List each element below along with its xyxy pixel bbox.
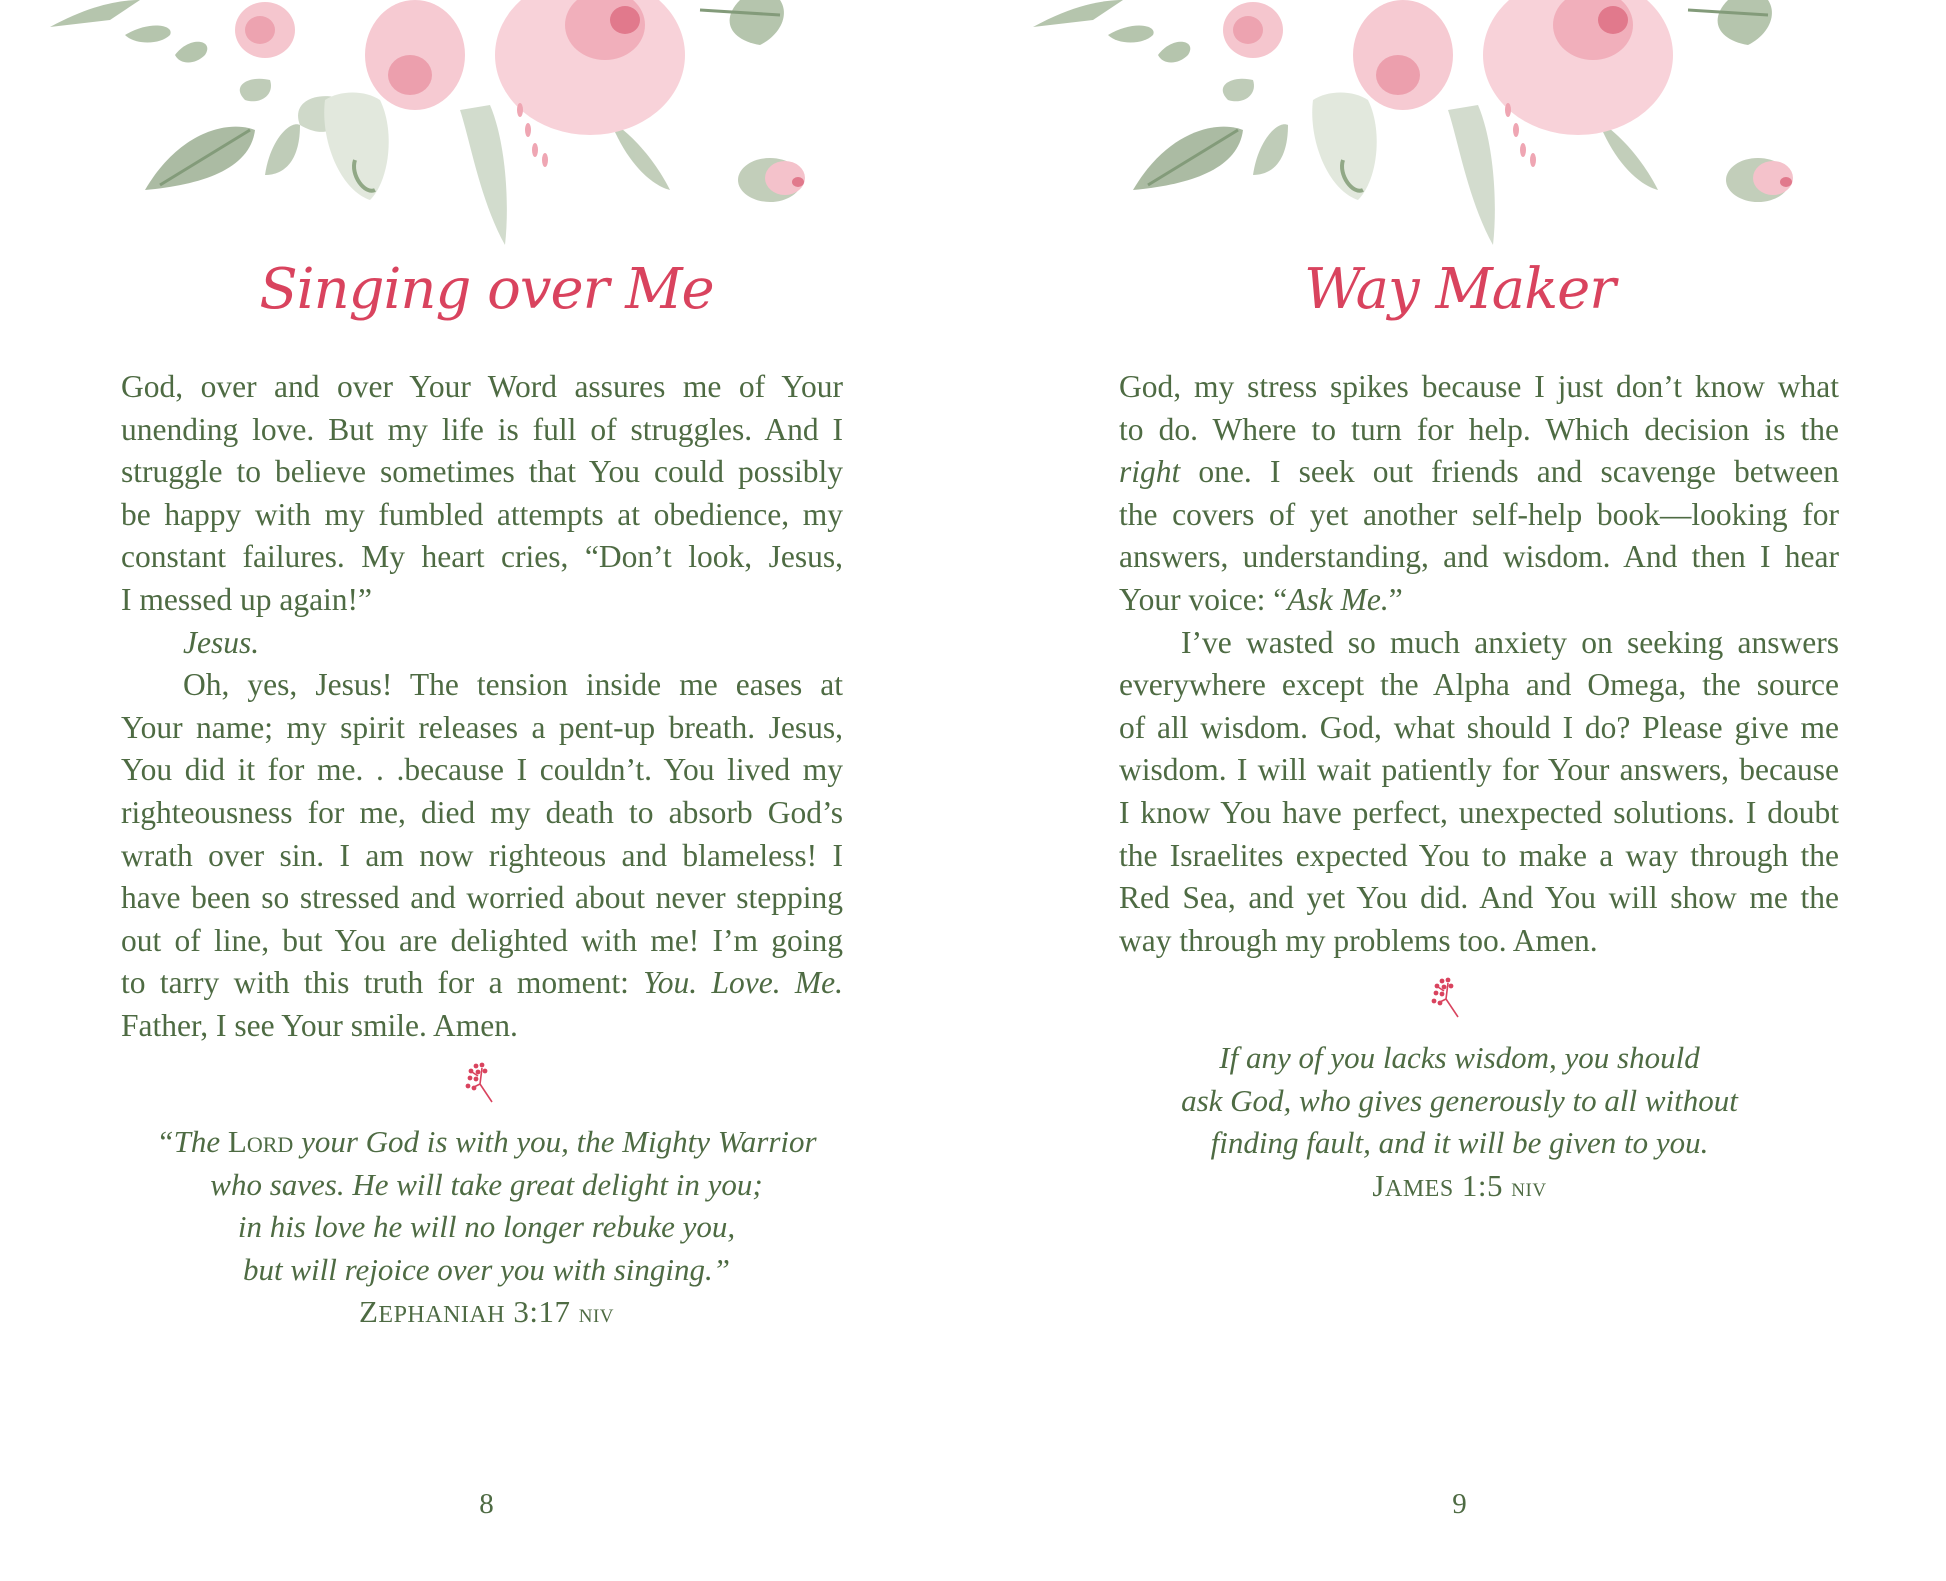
ref-book: AMES: [1384, 1175, 1454, 1202]
page-number: 9: [1452, 1488, 1467, 1520]
quote-text: “The: [156, 1124, 228, 1159]
ref-version: niv: [1511, 1171, 1547, 1202]
body-line: Oh, yes, Jesus! The tension inside me eases at: [183, 667, 843, 703]
quote-line: If any of you lacks wisdom, you should: [1219, 1040, 1700, 1075]
body-line-italic: [121, 622, 843, 665]
body-line: You did it for me. . .because I couldn’t. You lived my: [121, 752, 843, 788]
prayer-body: [1119, 366, 1839, 962]
body-line: to do. Where to turn for help. Which decision is the: [1119, 411, 1839, 447]
body-line: righteousness for me, died my death to absorb God’s: [121, 794, 843, 830]
scripture-quote: [973, 1037, 1946, 1210]
ref-verse: 1:5: [1453, 1167, 1512, 1203]
scripture-reference: [0, 1291, 973, 1337]
body-line: Red Sea, and yet You did. And You will show me the: [1119, 880, 1839, 916]
body-line: unending love. But my life is full of struggles. And I: [121, 411, 843, 447]
ref-version: niv: [578, 1298, 614, 1328]
page-title: Way Maker: [1303, 257, 1616, 322]
body-line: answers, understanding, and wisdom. And then I hear: [1119, 539, 1839, 575]
floral-decoration-left: [0, 0, 973, 250]
italic-jesus: Jesus.: [183, 624, 260, 660]
ref-verse: 3:17: [505, 1294, 579, 1329]
quote-line: but will rejoice over you with singing.”: [242, 1251, 731, 1287]
body-line: the Israelites expected You to make a way through the: [1119, 837, 1839, 873]
quote-line: finding fault, and it will be given to you.: [1210, 1125, 1709, 1160]
lord-initial: L: [227, 1124, 247, 1159]
body-line: Your name; my spirit releases a pent-up breath. Jesus,: [121, 709, 843, 745]
body-line: [1119, 451, 1839, 494]
floral-decoration-right: [973, 0, 1946, 250]
body-line: way through my problems too. Amen.: [1119, 922, 1598, 958]
body-line: the covers of yet another self-help book—looking for: [1119, 496, 1839, 532]
body-line: struggle to believe sometimes that You could possibly: [121, 454, 843, 490]
prayer-body: [121, 366, 843, 1048]
italic-emphasis: You. Love. Me.: [643, 965, 843, 1001]
body-line: out of line, but You are delighted with me! I’m going: [121, 922, 843, 958]
body-text: to tarry with this truth for a moment:: [121, 965, 644, 1001]
quote-line: ask God, who gives generously to all without: [1181, 1082, 1738, 1118]
berry-sprig-icon: [462, 1062, 502, 1106]
body-line: I messed up again!”: [121, 581, 373, 617]
italic-emphasis: right: [1119, 454, 1181, 490]
body-line: [1119, 579, 1839, 622]
right-page: [973, 0, 1946, 1581]
body-line: wrath over sin. I am now righteous and blameless! I: [121, 837, 843, 873]
lord-small-caps: ord: [246, 1124, 294, 1159]
body-text: Your voice: “: [1119, 581, 1288, 617]
quote-line: who saves. He will take great delight in you;: [210, 1166, 763, 1202]
ref-book: EPHANIAH: [378, 1302, 506, 1328]
body-text: one. I seek out friends and scavenge between: [1180, 454, 1839, 490]
page-title: Singing over Me: [259, 257, 714, 322]
scripture-reference: [973, 1165, 1946, 1211]
ref-initial: J: [1372, 1167, 1385, 1203]
body-line: I’ve wasted so much anxiety on seeking answers: [1181, 624, 1839, 660]
quote-line: [0, 1121, 973, 1164]
body-line: wisdom. I will wait patiently for Your answers, because: [1119, 752, 1839, 788]
body-line: God, over and over Your Word assures me of Your: [121, 369, 843, 404]
body-line: be happy with my fumbled attempts at obedience, my: [121, 496, 843, 532]
body-line: constant failures. My heart cries, “Don’t look, Jesus,: [121, 539, 843, 575]
body-line: Father, I see Your smile. Amen.: [121, 1007, 518, 1043]
body-text: ”: [1388, 581, 1403, 617]
italic-emphasis: Ask Me.: [1287, 581, 1389, 617]
quote-line: in his love he will no longer rebuke you,: [237, 1209, 736, 1244]
body-line: of all wisdom. God, what should I do? Please give me: [1119, 709, 1839, 745]
ref-initial: Z: [358, 1294, 379, 1329]
body-line: God, my stress spikes because I just don’t know what: [1119, 369, 1839, 404]
scripture-quote: [0, 1121, 973, 1337]
quote-text: your God is with you, the Mighty Warrior: [293, 1124, 817, 1159]
berry-sprig-icon: [1428, 977, 1468, 1021]
body-line: I know You have perfect, unexpected solutions. I doubt: [1119, 794, 1839, 830]
body-line: have been so stressed and worried about never stepping: [121, 880, 843, 916]
page-number: 8: [479, 1488, 494, 1520]
body-line: everywhere except the Alpha and Omega, the source: [1119, 667, 1839, 703]
body-line: [121, 962, 843, 1005]
